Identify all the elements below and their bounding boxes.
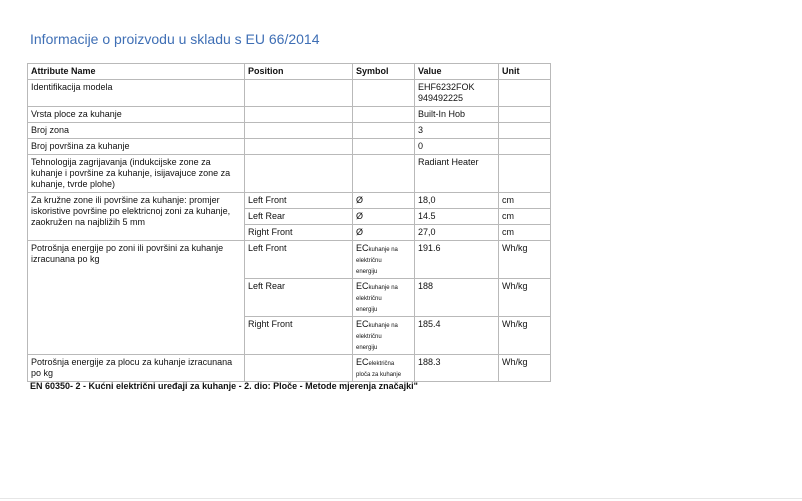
table-row bbox=[28, 193, 551, 209]
unit-cell: cm bbox=[499, 209, 551, 225]
position-cell bbox=[245, 107, 353, 123]
product-number: 949492225 bbox=[418, 93, 464, 103]
unit-cell bbox=[499, 123, 551, 139]
symbol-subscript: kuhanje na bbox=[368, 247, 398, 253]
header-attribute-name: Attribute Name bbox=[28, 64, 245, 80]
standard-reference: EN 60350- 2 - Kućni električni uređaji za kuhanje - 2. dio: Ploče - Metode mjerenja značajki" bbox=[30, 381, 418, 391]
symbol-cell: Ø bbox=[353, 209, 415, 225]
symbol-cell bbox=[353, 107, 415, 123]
value-cell: Built-In Hob bbox=[415, 107, 499, 123]
header-symbol: Symbol bbox=[353, 64, 415, 80]
symbol-main: EC bbox=[356, 281, 369, 291]
position-cell bbox=[245, 139, 353, 155]
symbol-subscript: energiju bbox=[356, 307, 378, 313]
unit-cell: Wh/kg bbox=[499, 317, 551, 355]
attribute-name: Identifikacija modela bbox=[28, 80, 245, 107]
model-code: EHF6232FOK bbox=[418, 82, 475, 92]
position-cell: Right Front bbox=[245, 317, 353, 355]
table-row bbox=[28, 123, 551, 139]
position-cell: Right Front bbox=[245, 225, 353, 241]
symbol-subscript: električnu bbox=[356, 258, 382, 264]
attribute-name: Vrsta ploce za kuhanje bbox=[28, 107, 245, 123]
value-cell bbox=[415, 80, 499, 107]
symbol-cell bbox=[353, 279, 415, 317]
symbol-subscript: električna bbox=[368, 361, 395, 367]
attribute-name: Broj zona bbox=[28, 123, 245, 139]
symbol-subscript: električnu bbox=[356, 296, 382, 302]
product-info-table bbox=[27, 63, 551, 382]
table-row bbox=[28, 107, 551, 123]
position-cell bbox=[245, 355, 353, 382]
value-cell: Radiant Heater bbox=[415, 155, 499, 193]
symbol-cell bbox=[353, 317, 415, 355]
attribute-name: Potrošnja energije za plocu za kuhanje izracunana po kg bbox=[28, 355, 245, 382]
symbol-cell bbox=[353, 80, 415, 107]
unit-cell bbox=[499, 139, 551, 155]
value-cell: 27,0 bbox=[415, 225, 499, 241]
symbol-subscript: električnu bbox=[356, 334, 382, 340]
unit-cell bbox=[499, 107, 551, 123]
table-row bbox=[28, 155, 551, 193]
table-row bbox=[28, 139, 551, 155]
unit-cell bbox=[499, 155, 551, 193]
symbol-cell: Ø bbox=[353, 193, 415, 209]
position-cell bbox=[245, 123, 353, 139]
symbol-main: EC bbox=[356, 319, 369, 329]
unit-cell bbox=[499, 80, 551, 107]
value-cell: 0 bbox=[415, 139, 499, 155]
symbol-cell bbox=[353, 241, 415, 279]
value-cell: 18,0 bbox=[415, 193, 499, 209]
symbol-subscript: kuhanje na bbox=[368, 323, 398, 329]
position-cell: Left Rear bbox=[245, 279, 353, 317]
value-cell: 3 bbox=[415, 123, 499, 139]
value-cell: 14.5 bbox=[415, 209, 499, 225]
unit-cell: cm bbox=[499, 225, 551, 241]
table-header-row bbox=[28, 64, 551, 80]
value-cell: 191.6 bbox=[415, 241, 499, 279]
table-row bbox=[28, 355, 551, 382]
unit-cell: Wh/kg bbox=[499, 355, 551, 382]
symbol-subscript: kuhanje na bbox=[368, 285, 398, 291]
position-cell bbox=[245, 155, 353, 193]
position-cell: Left Front bbox=[245, 193, 353, 209]
page-divider bbox=[0, 498, 802, 499]
position-cell bbox=[245, 80, 353, 107]
page-title: Informacije o proizvodu u skladu s EU 66/2014 bbox=[30, 31, 320, 47]
position-cell: Left Rear bbox=[245, 209, 353, 225]
value-cell: 185.4 bbox=[415, 317, 499, 355]
symbol-cell bbox=[353, 139, 415, 155]
symbol-subscript: energiju bbox=[356, 345, 378, 351]
header-position: Position bbox=[245, 64, 353, 80]
unit-cell: cm bbox=[499, 193, 551, 209]
value-cell: 188.3 bbox=[415, 355, 499, 382]
symbol-subscript: ploča za kuhanje bbox=[356, 372, 402, 378]
attribute-name: Broj površina za kuhanje bbox=[28, 139, 245, 155]
symbol-cell bbox=[353, 155, 415, 193]
attribute-name: Potrošnja energije po zoni ili površini za kuhanje izracunana po kg bbox=[28, 241, 245, 355]
header-unit: Unit bbox=[499, 64, 551, 80]
table-row bbox=[28, 80, 551, 107]
position-cell: Left Front bbox=[245, 241, 353, 279]
symbol-subscript: energiju bbox=[356, 269, 378, 275]
symbol-main: EC bbox=[356, 357, 369, 367]
value-cell: 188 bbox=[415, 279, 499, 317]
header-value: Value bbox=[415, 64, 499, 80]
attribute-name: Za kružne zone ili površine za kuhanje: promjer iskoristive površine po elektricnoj zoni za kuhanje, zaokružen na najbližih 5 mm bbox=[28, 193, 245, 241]
unit-cell: Wh/kg bbox=[499, 279, 551, 317]
symbol-cell bbox=[353, 355, 415, 382]
table-row bbox=[28, 241, 551, 279]
symbol-cell bbox=[353, 123, 415, 139]
symbol-main: EC bbox=[356, 243, 369, 253]
attribute-name: Tehnologija zagrijavanja (indukcijske zone za kuhanje i površine za kuhanje, isijavajuce zone za kuhanje, tvrde plohe) bbox=[28, 155, 245, 193]
unit-cell: Wh/kg bbox=[499, 241, 551, 279]
symbol-cell: Ø bbox=[353, 225, 415, 241]
